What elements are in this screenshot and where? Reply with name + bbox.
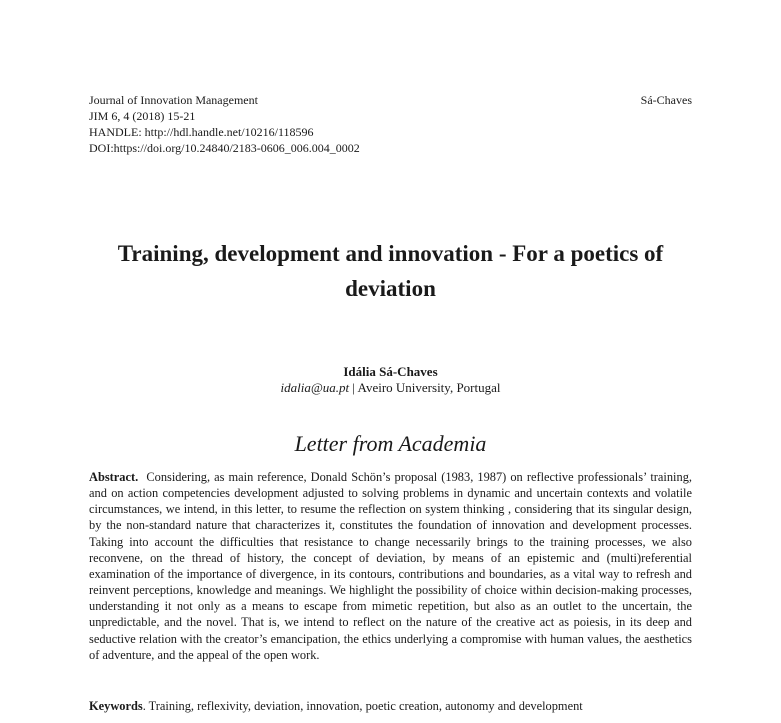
running-author: Sá-Chaves: [640, 93, 692, 107]
handle-link[interactable]: HANDLE: http://hdl.handle.net/10216/118596: [89, 125, 314, 139]
abstract: [89, 469, 692, 663]
author-email[interactable]: idalia@ua.pt: [280, 380, 350, 395]
journal-volume: JIM 6, 4 (2018) 15-21: [89, 109, 196, 123]
doi-link[interactable]: DOI:https://doi.org/10.24840/2183-0606_006.004_0002: [89, 141, 360, 155]
affiliation-name: Aveiro University, Portugal: [357, 380, 501, 395]
abstract-text: Considering, as main reference, Donald Schön’s proposal (1983, 1987) on reflective professionals’ training, and on action competencies development adjusted to solving problems in dynamic and uncertain contexts and volatile circumstances, we intend, in this letter, to resume the reflection on system thinking , considering that its singular design, by the non-standard nature that characterizes it, constitutes the foundation of innovation and development processes. Taking into account the difficulties that resistance to change necessarily brings to the training processes, we also reconvene, on the thread of history, the concept of deviation, by means of an epistemic and (multi)referential examination of the importance of divergence, in its contours, contributions and boundaries, as a vital way to refresh and reinvent perceptions, knowledge and meanings. We highlight the possibility of choice within decision-making processes, understanding it not only as a means to escape from mimetic repetition, but also as an outlet to the uncertain, the unpredictable, and the novel. That is, we intend to reflect on the nature of the creative act as poiesis, in its deep and seductive relation with the creator’s emancipation, the ethics underlying a compromise with human values, the aesthetics of adventure, and the appeal of the open work.: [89, 470, 692, 662]
abstract-label: Abstract.: [89, 470, 139, 484]
keywords: [89, 698, 692, 714]
section-label: Letter from Academia: [294, 431, 487, 456]
author-affiliation: [89, 380, 692, 396]
paper-title: Training, development and innovation - For a poetics of deviation: [117, 241, 664, 301]
keywords-text: . Training, reflexivity, deviation, innovation, poetic creation, autonomy and development: [142, 699, 583, 713]
author-name: Idália Sá-Chaves: [343, 364, 438, 379]
affiliation-separator: |: [349, 380, 358, 395]
journal-header: [89, 92, 360, 156]
journal-name: Journal of Innovation Management: [89, 93, 258, 107]
keywords-label: Keywords: [89, 699, 143, 713]
